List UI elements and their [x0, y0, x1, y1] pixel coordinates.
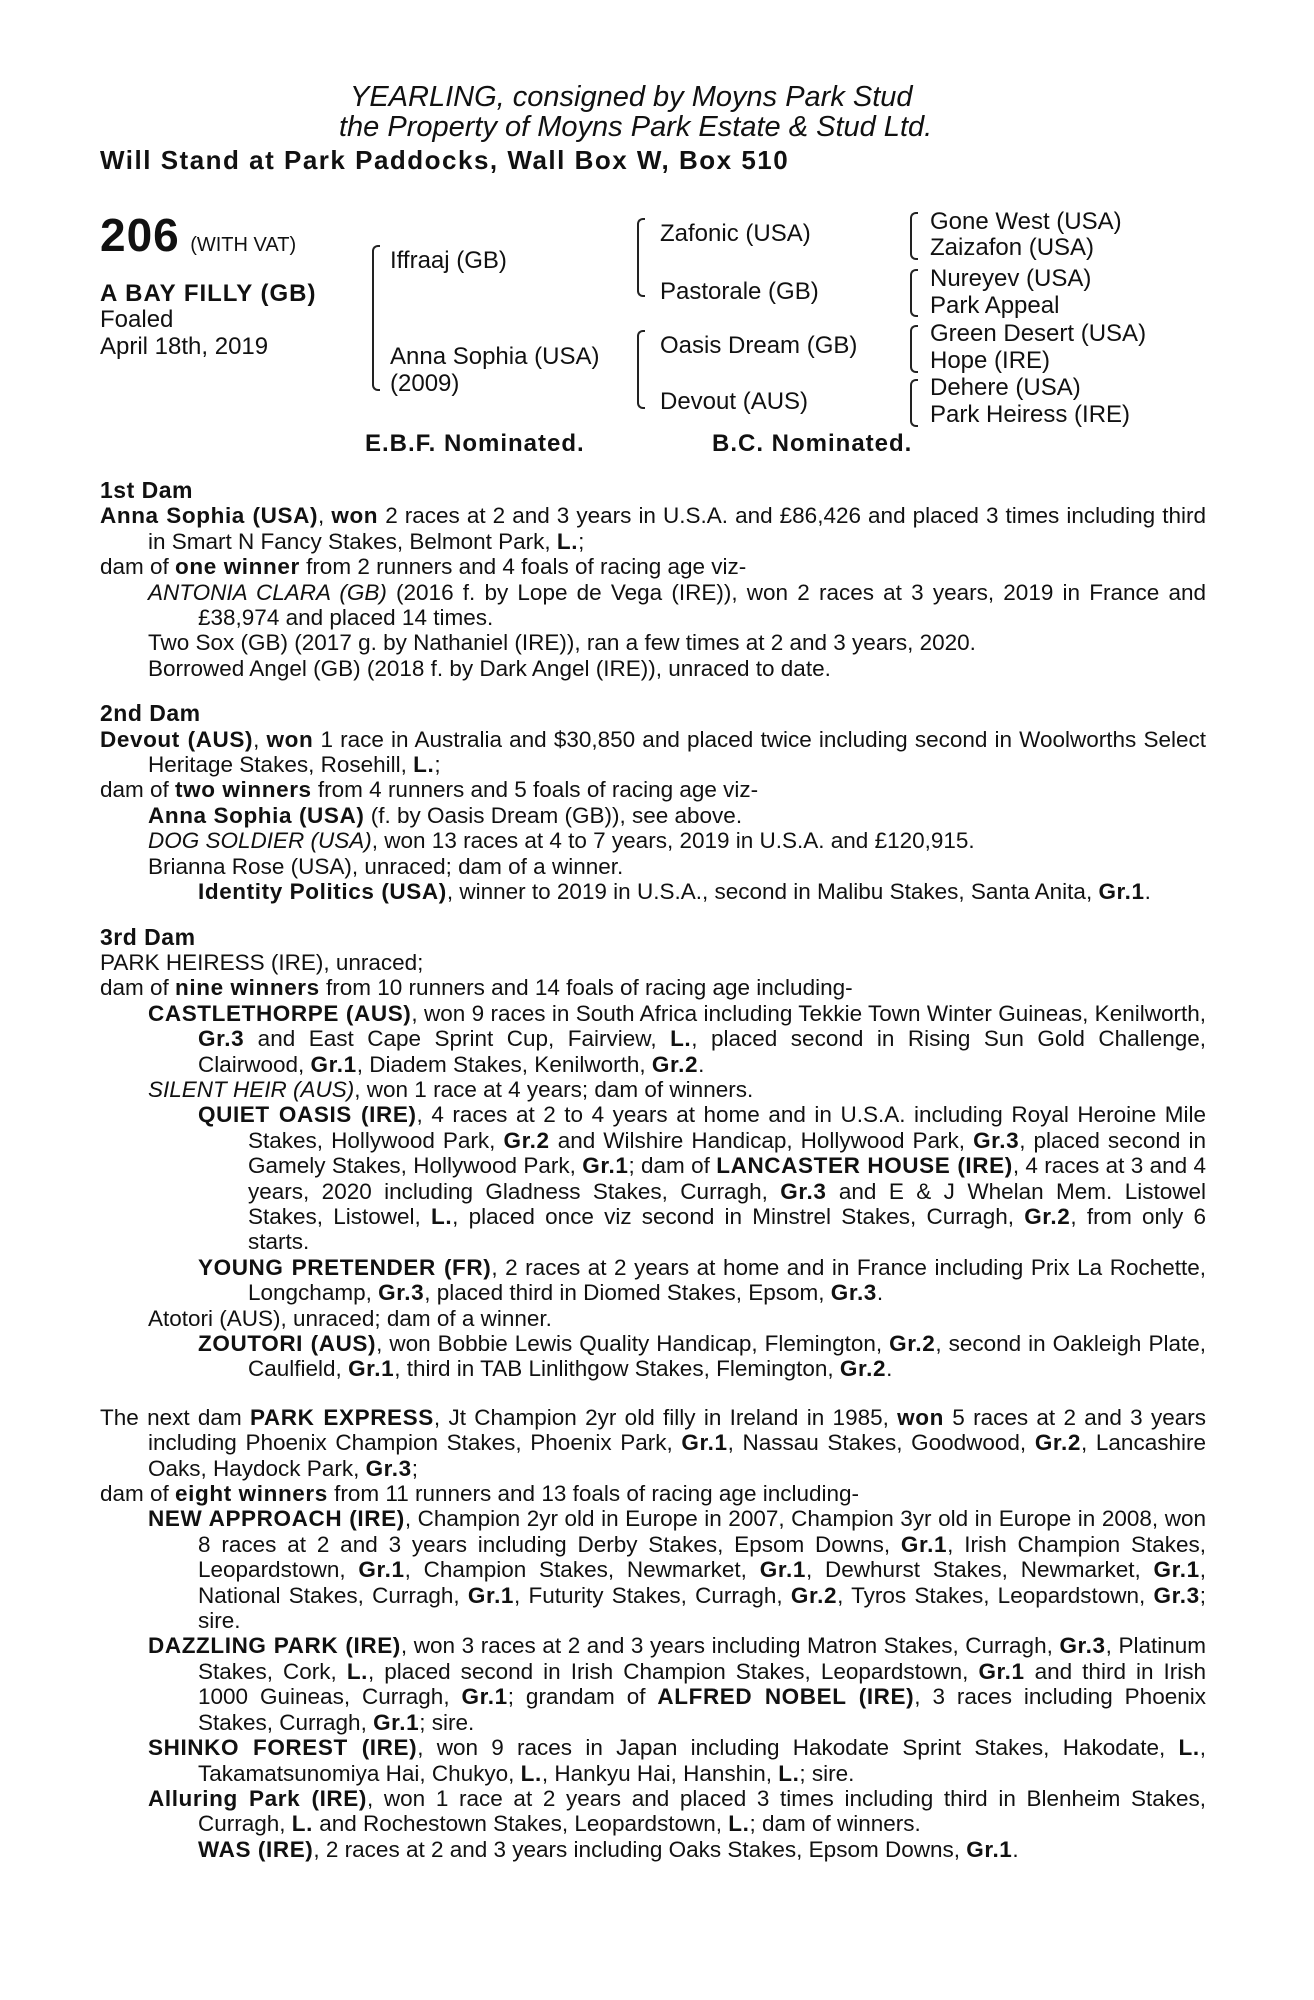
brace-g3-4: [910, 379, 918, 427]
produce-text: and E & J Whelan Mem. Listowel Stakes, Listowel,: [248, 1178, 1206, 1229]
grade-label: Gr.2: [503, 1127, 550, 1153]
dam-dam: Devout (AUS): [660, 388, 809, 415]
grade-label: Gr.1: [1153, 1557, 1200, 1583]
grade-label: Gr.2: [889, 1331, 936, 1356]
winners-count: one winner: [175, 554, 300, 580]
produce-text: , 4 races at 2 to 4 years at home and in U.S.A. including Royal Heroine Mile Stakes, Hollywood Park,: [248, 1102, 1206, 1153]
dam-of: dam of: [100, 554, 176, 580]
punct: ;: [578, 528, 585, 554]
produce-text: , placed third in Diomed Stakes, Epsom,: [424, 1280, 831, 1306]
produce-entry: Brianna Rose (USA), unraced; dam of a winner.: [148, 853, 624, 879]
produce-text: , Irish Champion Stakes, Leopardstown,: [198, 1531, 1206, 1583]
produce-entry: [100, 1735, 1206, 1786]
grade-label: Gr.3: [1153, 1582, 1200, 1608]
grade-label: Gr.3: [780, 1178, 827, 1204]
third-dam-title: 3rd Dam: [100, 923, 196, 950]
produce-name: ANTONIA CLARA (GB): [148, 579, 387, 605]
pedigree-brace-dam: [637, 330, 645, 409]
produce-text: , Dewhurst Stakes, Newmarket,: [805, 1557, 1154, 1583]
produce-text: , Hankyu Hai, Hanshin,: [541, 1760, 779, 1786]
produce-entry: [100, 828, 1206, 853]
sire: Iffraaj (GB): [390, 247, 507, 274]
produce-entry: [100, 1786, 1206, 1837]
grade-label: Gr.1: [966, 1836, 1013, 1862]
produce-text: , won 13 races at 4 to 7 years, 2019 in U.S.A. and £120,915.: [371, 828, 975, 854]
brace-g3-3: [910, 325, 918, 373]
pedigree-notes: [100, 458, 1206, 1862]
first-dam-title: 1st Dam: [100, 477, 193, 503]
punct: .: [876, 1280, 884, 1306]
produce-text: , second in Oakleigh Plate, Caulfield,: [248, 1331, 1206, 1382]
produce-name: QUIET OASIS (IRE): [198, 1102, 417, 1128]
g3-dehere: Dehere (USA): [930, 374, 1081, 401]
listed-label: L.: [413, 752, 435, 778]
grade-label: Gr.3: [1059, 1633, 1106, 1659]
produce-text: , from only 6 starts.: [248, 1203, 1207, 1255]
produce-text: , Nassau Stakes, Goodwood,: [727, 1430, 1035, 1456]
produce-text: , Champion 2yr old in Europe in 2007, Champion 3yr old in Europe in 2008, won 8 races at 2 and 3 years including Derby Stakes, Epsom Downs,: [198, 1506, 1206, 1557]
produce-text: , won 9 races in South Africa including Tekkie Town Winter Guineas, Kenilworth,: [411, 1000, 1206, 1026]
first-dam-produce-intro: [100, 554, 1206, 579]
produce-text: , won 1 race at 2 years and placed 3 times including third in Blenheim Stakes, Curragh,: [198, 1785, 1207, 1837]
g3-green-desert: Green Desert (USA): [930, 320, 1147, 347]
produce-text: ; grandam of: [507, 1684, 658, 1710]
next-dam-produce-intro: [100, 1481, 1206, 1506]
foaled-label: Foaled: [100, 306, 174, 333]
punct: .: [1144, 879, 1151, 905]
produce-text: , 2 races at 2 years at home and in France including Prix La Rochette, Longchamp,: [248, 1254, 1206, 1306]
g3-park-appeal: Park Appeal: [930, 292, 1060, 319]
dam-sire: Oasis Dream (GB): [660, 332, 858, 359]
produce-entry: [100, 1331, 1206, 1382]
produce-text: , Lancashire Oaks, Haydock Park,: [148, 1430, 1206, 1481]
produce-name: ZOUTORI (AUS): [198, 1331, 377, 1356]
produce-text: , won 3 races at 2 and 3 years including Matron Stakes, Curragh,: [400, 1633, 1060, 1659]
produce-name: YOUNG PRETENDER (FR): [198, 1254, 492, 1280]
third-dam-summary: PARK HEIRESS (IRE), unraced;: [100, 949, 424, 975]
punct: ;: [411, 1455, 419, 1481]
grade-label: Gr.3: [378, 1280, 425, 1306]
next-dam-name: PARK EXPRESS: [250, 1404, 434, 1430]
produce-intro: from 10 runners and 14 foals of racing age including-: [319, 975, 853, 1001]
produce-text: ; sire.: [799, 1760, 855, 1786]
brace-g3-1: [910, 212, 918, 260]
pedigree-brace-sire: [637, 218, 645, 297]
produce-entry: [100, 1077, 1206, 1102]
grade-label: Gr.2: [1034, 1430, 1082, 1456]
dam-of: dam of: [100, 975, 176, 1001]
punct: .: [698, 1051, 705, 1077]
bc-nominated: B.C. Nominated.: [712, 430, 913, 457]
produce-name: ALFRED NOBEL (IRE): [657, 1684, 915, 1710]
produce-text: and Rochestown Stakes, Leopardstown,: [313, 1811, 729, 1837]
consignor-line: YEARLING, consigned by Moyns Park Stud: [350, 81, 913, 113]
produce-name: SILENT HEIR (AUS): [148, 1076, 355, 1102]
produce-text: and third in Irish 1000 Guineas, Curragh,: [198, 1658, 1206, 1710]
dam-year: (2009): [390, 370, 460, 397]
produce-text: , Diadem Stakes, Kenilworth,: [356, 1051, 652, 1077]
brace-g3-2: [910, 269, 918, 317]
produce-text: , third in TAB Linlithgow Stakes, Flemington,: [394, 1356, 840, 1382]
produce-text: , won Bobbie Lewis Quality Handicap, Flemington,: [376, 1331, 890, 1356]
g3-gone-west: Gone West (USA): [930, 208, 1122, 235]
produce-name: SHINKO FOREST (IRE): [148, 1735, 418, 1761]
produce-entry: [100, 879, 1206, 904]
produce-text: , Takamatsunomiya Hai, Chukyo,: [198, 1735, 1206, 1786]
next-dam-summary: [100, 1405, 1206, 1481]
second-dam-produce-intro: [100, 777, 1206, 802]
produce-entry: [100, 1102, 1206, 1254]
dam: Anna Sophia (USA): [390, 343, 600, 370]
produce-entry: [100, 580, 1206, 631]
first-dam-name: Anna Sophia (USA): [100, 503, 319, 529]
produce-entry: [100, 1633, 1206, 1735]
produce-text: , Champion Stakes, Newmarket,: [404, 1557, 760, 1583]
grade-label: Gr.3: [830, 1280, 877, 1306]
winners-count: two winners: [175, 777, 312, 803]
produce-text: ; dam of winners.: [749, 1811, 921, 1837]
produce-text: ; sire.: [198, 1582, 1206, 1634]
produce-text: , placed second in Gamely Stakes, Hollywood Park,: [248, 1127, 1206, 1179]
produce-entry: [100, 1506, 1206, 1633]
listed-label: L.: [346, 1658, 369, 1684]
listed-label: L.: [520, 1760, 542, 1786]
next-dam-intro: The next dam: [100, 1404, 250, 1430]
dam-of: dam of: [100, 1481, 176, 1507]
second-dam-record: 1 race in Australia and $30,850 and placed twice including second in Woolworths Select Heritage Stakes, Rosehill,: [148, 726, 1206, 778]
listed-label: L.: [556, 528, 579, 554]
produce-entry: [100, 803, 1206, 828]
won-label: won: [331, 503, 379, 529]
produce-text: , 3 races including Phoenix Stakes, Curragh,: [198, 1684, 1206, 1735]
grade-label: Gr.1: [582, 1153, 629, 1179]
produce-text: 5 races at 2 and 3 years including Phoenix Champion Stakes, Phoenix Park,: [148, 1404, 1206, 1456]
grade-label: Gr.1: [373, 1709, 420, 1735]
produce-name: DOG SOLDIER (USA): [148, 828, 372, 854]
property-line: the Property of Moyns Park Estate & Stud Ltd.: [339, 111, 933, 143]
produce-text: , won 9 races in Japan including Hakodate Sprint Stakes, Hakodate,: [417, 1735, 1179, 1761]
punct: .: [886, 1356, 893, 1382]
produce-entry: [100, 1837, 1206, 1862]
produce-text: , Platinum Stakes, Cork,: [198, 1633, 1207, 1684]
punct: ;: [434, 752, 441, 778]
produce-text: , won 1 race at 4 years; dam of winners.: [354, 1076, 754, 1102]
first-dam-summary: Anna Sophia (USA), won 2 races at 2 and 3 years in U.S.A. and £86,426 and placed 3 times including third in Smart N Fancy Stakes, Belmont Park, L.;: [100, 503, 1206, 554]
listed-label: L.: [728, 1811, 750, 1837]
grade-label: Gr.2: [790, 1582, 838, 1608]
grade-label: Gr.1: [978, 1658, 1025, 1684]
won-label: won: [266, 726, 314, 752]
grade-label: Gr.2: [1024, 1203, 1071, 1229]
grade-label: Gr.1: [358, 1557, 405, 1583]
lot-title: A BAY FILLY (GB): [100, 280, 317, 307]
produce-entry: Two Sox (GB) (2017 g. by Nathaniel (IRE)), ran a few times at 2 and 3 years, 2020.: [148, 630, 976, 656]
first-dam-record: 2 races at 2 and 3 years in U.S.A. and £86,426 and placed 3 times including third in Smart N Fancy Stakes, Belmont Park,: [148, 503, 1206, 554]
produce-entry: Atotori (AUS), unraced; dam of a winner.: [148, 1305, 552, 1331]
grade-label: Gr.2: [839, 1356, 887, 1382]
sire-sire: Zafonic (USA): [660, 220, 811, 247]
produce-name: Identity Politics (USA): [198, 879, 447, 905]
g3-park-heiress: Park Heiress (IRE): [930, 401, 1131, 428]
stabling-line: Will Stand at Park Paddocks, Wall Box W, Box 510: [100, 145, 790, 175]
produce-text: ; dam of: [628, 1153, 717, 1179]
listed-label: L.: [1178, 1735, 1200, 1761]
grade-label: Gr.1: [467, 1582, 515, 1608]
vat-label: (WITH VAT): [190, 234, 297, 256]
grade-label: Gr.1: [461, 1684, 508, 1710]
foaled-date: April 18th, 2019: [100, 333, 269, 360]
produce-text: (f. by Oasis Dream (GB)), see above.: [364, 802, 743, 828]
produce-text: (2016 f. by Lope de Vega (IRE)), won 2 races at 3 years, 2019 in France and £38,974 and placed 14 times.: [198, 579, 1206, 631]
produce-name: LANCASTER HOUSE (IRE): [716, 1153, 1013, 1179]
produce-name: NEW APPROACH (IRE): [148, 1506, 405, 1532]
produce-name: Anna Sophia (USA): [148, 802, 365, 828]
grade-label: Gr.1: [759, 1557, 806, 1583]
produce-text: , placed once viz second in Minstrel Stakes, Curragh,: [452, 1203, 1025, 1229]
lot-number-row: [100, 208, 296, 262]
ebf-nominated: E.B.F. Nominated.: [365, 430, 585, 457]
grade-label: Gr.3: [365, 1455, 412, 1481]
produce-intro: from 2 runners and 4 foals of racing age viz-: [299, 554, 747, 580]
produce-text: , placed second in Irish Champion Stakes, Leopardstown,: [368, 1658, 979, 1684]
listed-label: L.: [291, 1811, 313, 1837]
grade-label: Gr.1: [900, 1531, 948, 1557]
produce-text: ; sire.: [419, 1709, 475, 1735]
second-dam-name: Devout (AUS): [100, 726, 254, 752]
dam-of: dam of: [100, 777, 176, 803]
winners-count: eight winners: [175, 1481, 328, 1507]
grade-label: Gr.1: [681, 1430, 728, 1456]
grade-label: Gr.3: [198, 1026, 245, 1052]
lot-number: 206: [100, 209, 180, 261]
produce-text: , Futurity Stakes, Curragh,: [514, 1582, 791, 1608]
won-label: won: [897, 1404, 944, 1430]
listed-label: L.: [778, 1760, 800, 1786]
produce-intro: from 11 runners and 13 foals of racing age including-: [327, 1481, 860, 1507]
produce-text: and Wilshire Handicap, Hollywood Park,: [549, 1127, 974, 1153]
grade-label: Gr.3: [973, 1127, 1020, 1153]
listed-label: L.: [670, 1026, 692, 1052]
grade-label: Gr.1: [1098, 879, 1145, 905]
punct: .: [1012, 1836, 1019, 1862]
produce-entry: [100, 1255, 1206, 1306]
produce-text: , National Stakes, Curragh,: [198, 1557, 1206, 1608]
grade-label: Gr.1: [348, 1356, 395, 1382]
grade-label: Gr.1: [310, 1051, 357, 1077]
second-dam-summary: Devout (AUS), won 1 race in Australia and $30,850 and placed twice including second in Woolworths Select Heritage Stakes, Rosehill, L.;: [100, 726, 1206, 778]
grade-label: Gr.2: [651, 1051, 699, 1077]
third-dam-produce-intro: [100, 975, 1206, 1000]
produce-name: DAZZLING PARK (IRE): [148, 1633, 401, 1659]
produce-text: , placed second in Rising Sun Gold Challenge, Clairwood,: [198, 1026, 1206, 1077]
produce-text: , 4 races at 3 and 4 years, 2020 including Gladness Stakes, Curragh,: [248, 1153, 1206, 1204]
produce-intro: from 4 runners and 5 foals of racing age viz-: [311, 777, 759, 803]
produce-text: and East Cape Sprint Cup, Fairview,: [244, 1026, 671, 1052]
listed-label: L.: [430, 1203, 453, 1229]
produce-text: , Tyros Stakes, Leopardstown,: [837, 1582, 1154, 1608]
g3-zaizafon: Zaizafon (USA): [930, 234, 1095, 261]
g3-hope: Hope (IRE): [930, 347, 1051, 374]
produce-entry: Borrowed Angel (GB) (2018 f. by Dark Angel (IRE)), unraced to date.: [148, 655, 831, 681]
g3-nureyev: Nureyev (USA): [930, 265, 1092, 292]
pedigree-brace-main: [372, 245, 380, 391]
winners-count: nine winners: [175, 975, 320, 1001]
produce-name: Alluring Park (IRE): [148, 1785, 367, 1811]
produce-entry: [100, 1001, 1206, 1077]
produce-text: , winner to 2019 in U.S.A., second in Malibu Stakes, Santa Anita,: [446, 879, 1099, 905]
produce-text: , Jt Champion 2yr old filly in Ireland in 1985,: [433, 1404, 898, 1430]
produce-name: WAS (IRE): [198, 1836, 314, 1862]
produce-name: CASTLETHORPE (AUS): [148, 1000, 412, 1026]
produce-text: , 2 races at 2 and 3 years including Oaks Stakes, Epsom Downs,: [313, 1836, 967, 1862]
second-dam-title: 2nd Dam: [100, 700, 201, 727]
sire-dam: Pastorale (GB): [660, 278, 819, 305]
